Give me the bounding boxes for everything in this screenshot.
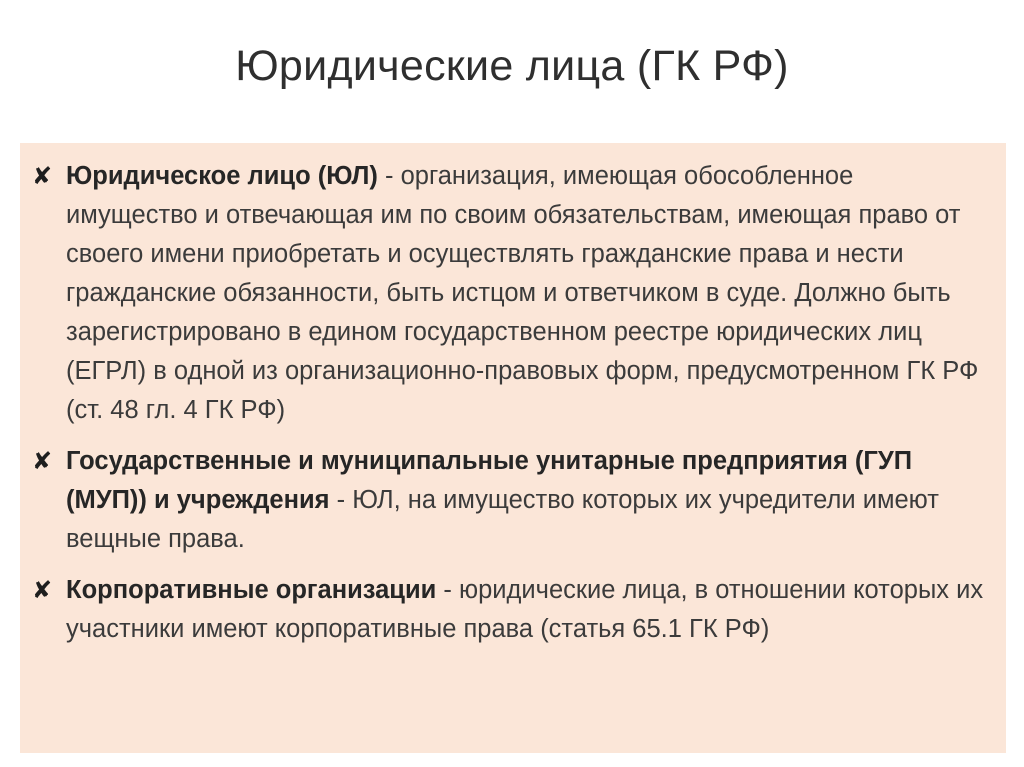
bullet-term: Юридическое лицо (ЮЛ) — [66, 162, 378, 190]
bullet-text — [66, 442, 988, 559]
bullet-definition: - организация, имеющая обособленное имущество и отвечающая им по своим обязательствам, имеющая право от своего имени приобретать и осуществлять гражданские права и нести гражданские обязанности, быть истцом и ответчиком в суде. Должно быть зарегистрировано в едином государственном реестре юридических лиц (ЕГРЛ) в одной из организационно-правовых форм, предусмотренном ГК РФ (ст. 48 гл. 4 ГК РФ) — [66, 162, 979, 424]
x-mark-icon: ✘ — [32, 163, 53, 190]
bullet-item-unitary-enterprises — [32, 442, 988, 559]
bullet-term: Корпоративные организации — [66, 576, 437, 604]
slide-title: Юридические лица (ГК РФ) — [235, 42, 789, 90]
bullet-term: Государственные и муниципальные унитарные предприятия (ГУП (МУП)) и учреждения — [66, 447, 913, 514]
bullet-item-legal-entity — [32, 157, 988, 430]
bullet-definition: - ЮЛ, на имущество которых их учредители имеют вещные права. — [66, 486, 939, 553]
bullet-list — [32, 157, 988, 649]
bullet-item-corporate-organizations — [32, 571, 988, 649]
bullet-text — [66, 157, 988, 430]
bullet-text — [66, 571, 988, 649]
bullet-definition: - юридические лица, в отношении которых их участники имеют корпоративные права (статья 65.1 ГК РФ) — [66, 576, 984, 643]
x-mark-icon: ✘ — [32, 577, 53, 604]
content-box — [20, 143, 1006, 753]
x-mark-icon: ✘ — [32, 448, 53, 475]
